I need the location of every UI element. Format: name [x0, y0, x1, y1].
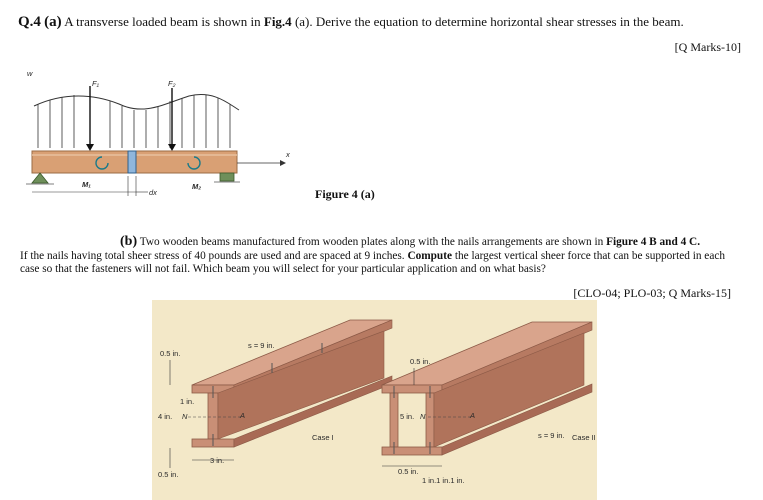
part-a-marks: [Q Marks-10]: [674, 40, 741, 54]
case-2-na-a: A: [470, 411, 476, 420]
case-2-top-thickness: 0.5 in.: [410, 357, 431, 366]
wooden-beams-figure: [152, 300, 597, 500]
f2-label: F₂: [168, 79, 176, 88]
case-2-height: 5 in.: [400, 412, 415, 421]
case-2-spacing: s = 9 in.: [538, 431, 565, 440]
figure-4a-caption: Figure 4 (a): [315, 187, 375, 201]
case-1-spacing: s = 9 in.: [248, 341, 275, 350]
case-1-top-thickness: 0.5 in.: [160, 349, 181, 358]
case-2-bottom-thickness: 0.5 in.: [398, 467, 419, 476]
m1-label: M₁: [82, 180, 91, 189]
roller-support: [220, 173, 234, 181]
case-2-na-n: N: [420, 412, 426, 421]
part-b-label: (b): [120, 234, 138, 249]
case-1-bottom-thickness: 0.5 in.: [158, 470, 179, 479]
part-b-text-3: the largest vertical sheer force that can be supported in each case so that the fasteners will not fail. Which beam you will select for your particular application and on what basis?: [20, 249, 725, 275]
case-1-one-inch: 1 in.: [180, 397, 195, 406]
part-a-label: (a): [44, 14, 62, 30]
beam-figure-4a: [24, 64, 294, 214]
case-1-na-n: N: [182, 412, 188, 421]
part-b-compute: Compute: [407, 249, 452, 262]
case-1-flange-width: 3 in.: [210, 456, 225, 465]
part-b-marks: [CLO-04; PLO-03; Q Marks-15]: [573, 286, 731, 300]
case-1-na-a: A: [240, 411, 246, 420]
element-dx: [128, 151, 136, 173]
part-a-text: A transverse loaded beam is shown in: [64, 14, 264, 29]
part-b-text-1: Two wooden beams manufactured from wooden plates along with the nails arrangements are shown in: [137, 236, 607, 248]
part-a-text-2: (a). Derive the equation to determine horizontal shear stresses in the beam.: [291, 14, 684, 29]
question-number: Q.4: [18, 14, 41, 30]
case-2-widths: 1 in.1 in.1 in.: [422, 476, 465, 485]
part-b-text: [20, 235, 745, 277]
question-header: [18, 14, 684, 31]
m2-label: M₂: [192, 182, 202, 191]
w-label: w: [27, 69, 33, 78]
x-label: x: [286, 150, 290, 159]
case-1-height: 4 in.: [158, 412, 173, 421]
part-a-fig-ref: Fig.4: [263, 14, 292, 29]
f1-label: F₁: [92, 79, 99, 88]
part-b-text-2: If the nails having total sheer stress of 40 pounds are used and are spaced at 9 inches.: [20, 249, 408, 262]
part-b-fig-ref: Figure 4 B and 4 C.: [606, 236, 701, 248]
case-2-name: Case II: [572, 433, 596, 442]
case-1-name: Case I: [312, 433, 334, 442]
dx-label: dx: [149, 188, 157, 197]
